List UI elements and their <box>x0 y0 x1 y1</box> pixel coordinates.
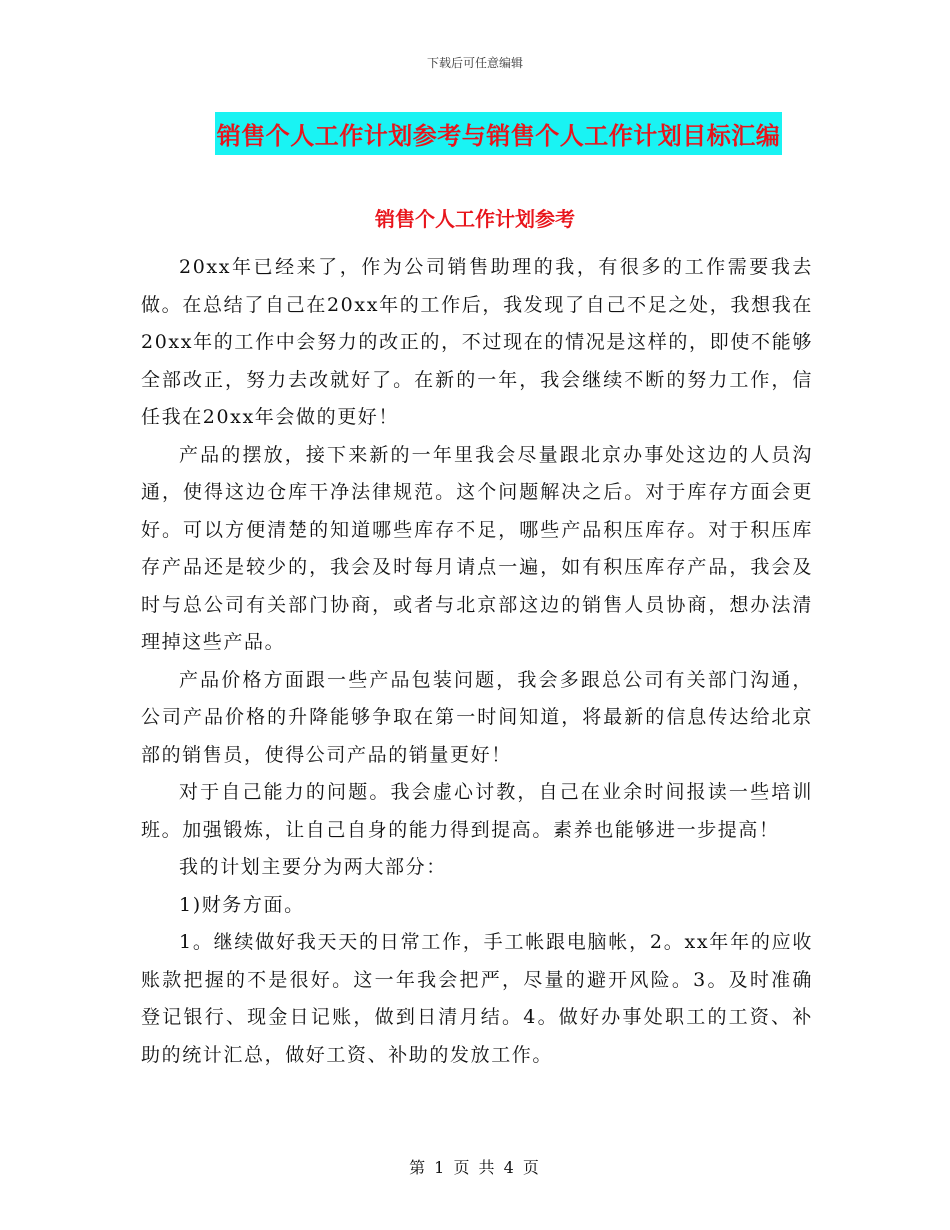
paragraph: 1。继续做好我天天的日常工作，手工帐跟电脑帐，2。xx年年的应收账款把握的不是很好。这一年我会把严，尽量的避开风险。3。及时准确登记银行、现金日记账，做到日清月结。4。做好办事处职工的工资、补助的统计汇总，做好工资、补助的发放工作。 <box>141 931 813 1066</box>
header-note: 下载后可任意编辑 <box>426 56 523 70</box>
paragraph: 1)财务方面。 <box>179 893 305 916</box>
paragraph: 我的计划主要分为两大部分： <box>179 856 447 878</box>
paragraph: 20xx年已经来了，作为公司销售助理的我，有很多的工作需要我去做。在总结了自己在20xx年的工作后，我发现了自己不足之处，我想我在20xx年的工作中会努力的改正的，不过现在的情况是这样的，即使不能够全部改正，努力去改就好了。在新的一年，我会继续不断的努力工作，信任我在20xx年会做的更好！ <box>141 256 813 428</box>
paragraph: 产品的摆放，接下来新的一年里我会尽量跟北京办事处这边的人员沟通，使得这边仓库干净法律规范。这个问题解决之后。对于库存方面会更好。可以方便清楚的知道哪些库存不足，哪些产品积压库存。对于积压库存产品还是较少的，我会及时每月请点一遍，如有积压库存产品，我会及时与总公司有关部门协商，或者与北京部这边的销售人员协商，想办法清理掉这些产品。 <box>141 443 813 653</box>
paragraph: 对于自己能力的问题。我会虚心讨教，自己在业余时间报读一些培训班。加强锻炼，让自己自身的能力得到提高。素养也能够进一步提高！ <box>141 781 813 841</box>
document-title: 销售个人工作计划参考与销售个人工作计划目标汇编 <box>215 112 783 155</box>
section-title: 销售个人工作计划参考 <box>375 207 575 231</box>
main-title-wrap <box>0 112 950 155</box>
paragraph: 产品价格方面跟一些产品包装问题，我会多跟总公司有关部门沟通，公司产品价格的升降能够争取在第一时间知道，将最新的信息传达给北京部的销售员，使得公司产品的销量更好！ <box>141 668 813 766</box>
body-text <box>141 249 813 1074</box>
page-footer: 第 1 页 共 4 页 <box>409 1158 541 1177</box>
